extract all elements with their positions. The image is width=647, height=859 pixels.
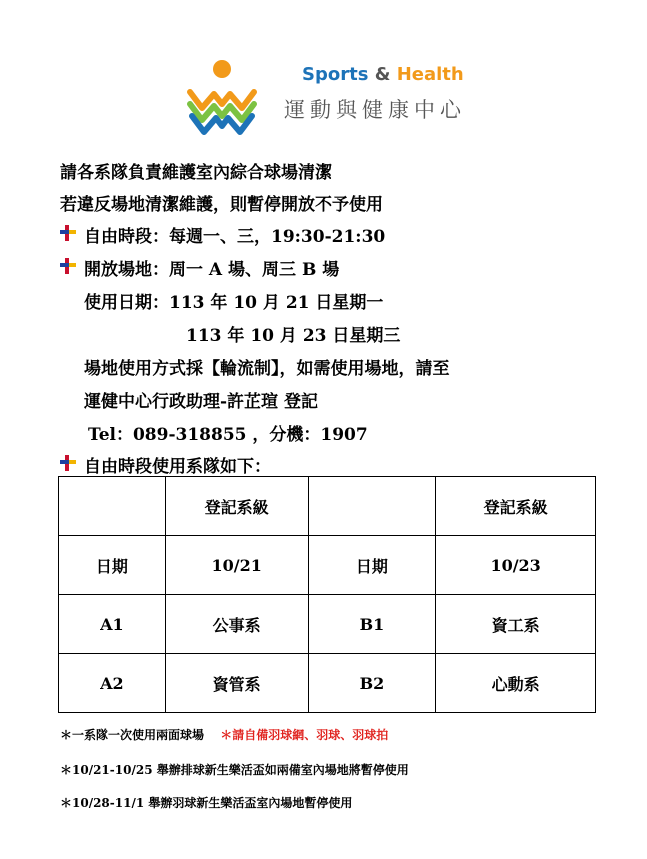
table-cell: 10/23: [436, 536, 596, 595]
team-list-heading: 自由時段使用系隊如下：: [84, 457, 271, 477]
registration-contact-line: 運健中心行政助理-許芷瑄 登記: [84, 392, 318, 412]
telephone-line: Tel：089-318855 ，分機：1907: [88, 425, 368, 445]
table-row: [59, 477, 596, 536]
table-cell: 資工系: [436, 595, 596, 654]
usage-date-line-2: 113 年 10 月 23 日星期三: [186, 326, 401, 346]
table-cell: 心動系: [436, 654, 596, 713]
logo-english-text: [302, 64, 464, 85]
logo-health-word: Health: [396, 64, 464, 85]
table-row: [59, 654, 596, 713]
logo-chinese-text: 運動與健康中心: [284, 98, 466, 122]
table-cell: [59, 477, 166, 536]
footnote-1: [60, 726, 388, 743]
table-cell: 10/21: [165, 536, 308, 595]
usage-method-line: 場地使用方式採【輪流制】，如需使用場地，請至: [84, 359, 450, 379]
logo-sports-word: Sports: [302, 64, 369, 85]
open-venue-line: 開放場地：周一 A 場、周三 B 場: [84, 260, 340, 280]
notice-line-2: 若違反場地清潔維護，則暫停開放不予使用: [60, 195, 383, 215]
logo-ampersand: &: [374, 64, 391, 85]
footnote-1-text: ＊一系隊一次使用兩面球場: [60, 728, 205, 742]
table-cell: 日期: [308, 536, 436, 595]
table-cell: 登記系級: [436, 477, 596, 536]
usage-date-line-1: 使用日期：113 年 10 月 21 日星期一: [84, 293, 384, 313]
cross-bullet-icon: [60, 258, 76, 274]
sports-health-logo: [186, 58, 476, 138]
footnote-1-warning: ＊請自備羽球網、羽球、羽球拍: [220, 728, 389, 742]
table-cell: [308, 477, 436, 536]
table-cell: B2: [308, 654, 436, 713]
table-cell: A2: [59, 654, 166, 713]
notice-line-1: 請各系隊負責維護室內綜合球場清潔: [60, 163, 332, 183]
table-cell: 登記系級: [165, 477, 308, 536]
footnote-3: ＊10/28-11/1 舉辦羽球新生樂活盃室內場地暫停使用: [60, 796, 353, 810]
sports-health-logo-icon: [186, 58, 258, 138]
cross-bullet-icon: [60, 455, 76, 471]
table-row: [59, 595, 596, 654]
schedule-table: [58, 476, 596, 713]
table-cell: A1: [59, 595, 166, 654]
table-cell: 日期: [59, 536, 166, 595]
footnote-2: ＊10/21-10/25 舉辦排球新生樂活盃如兩備室內場地將暫停使用: [60, 763, 409, 777]
table-cell: B1: [308, 595, 436, 654]
table-row: [59, 536, 596, 595]
cross-bullet-icon: [60, 225, 76, 241]
free-time-line: 自由時段：每週一、三，19:30-21:30: [84, 227, 386, 247]
table-cell: 資管系: [165, 654, 308, 713]
table-cell: 公事系: [165, 595, 308, 654]
